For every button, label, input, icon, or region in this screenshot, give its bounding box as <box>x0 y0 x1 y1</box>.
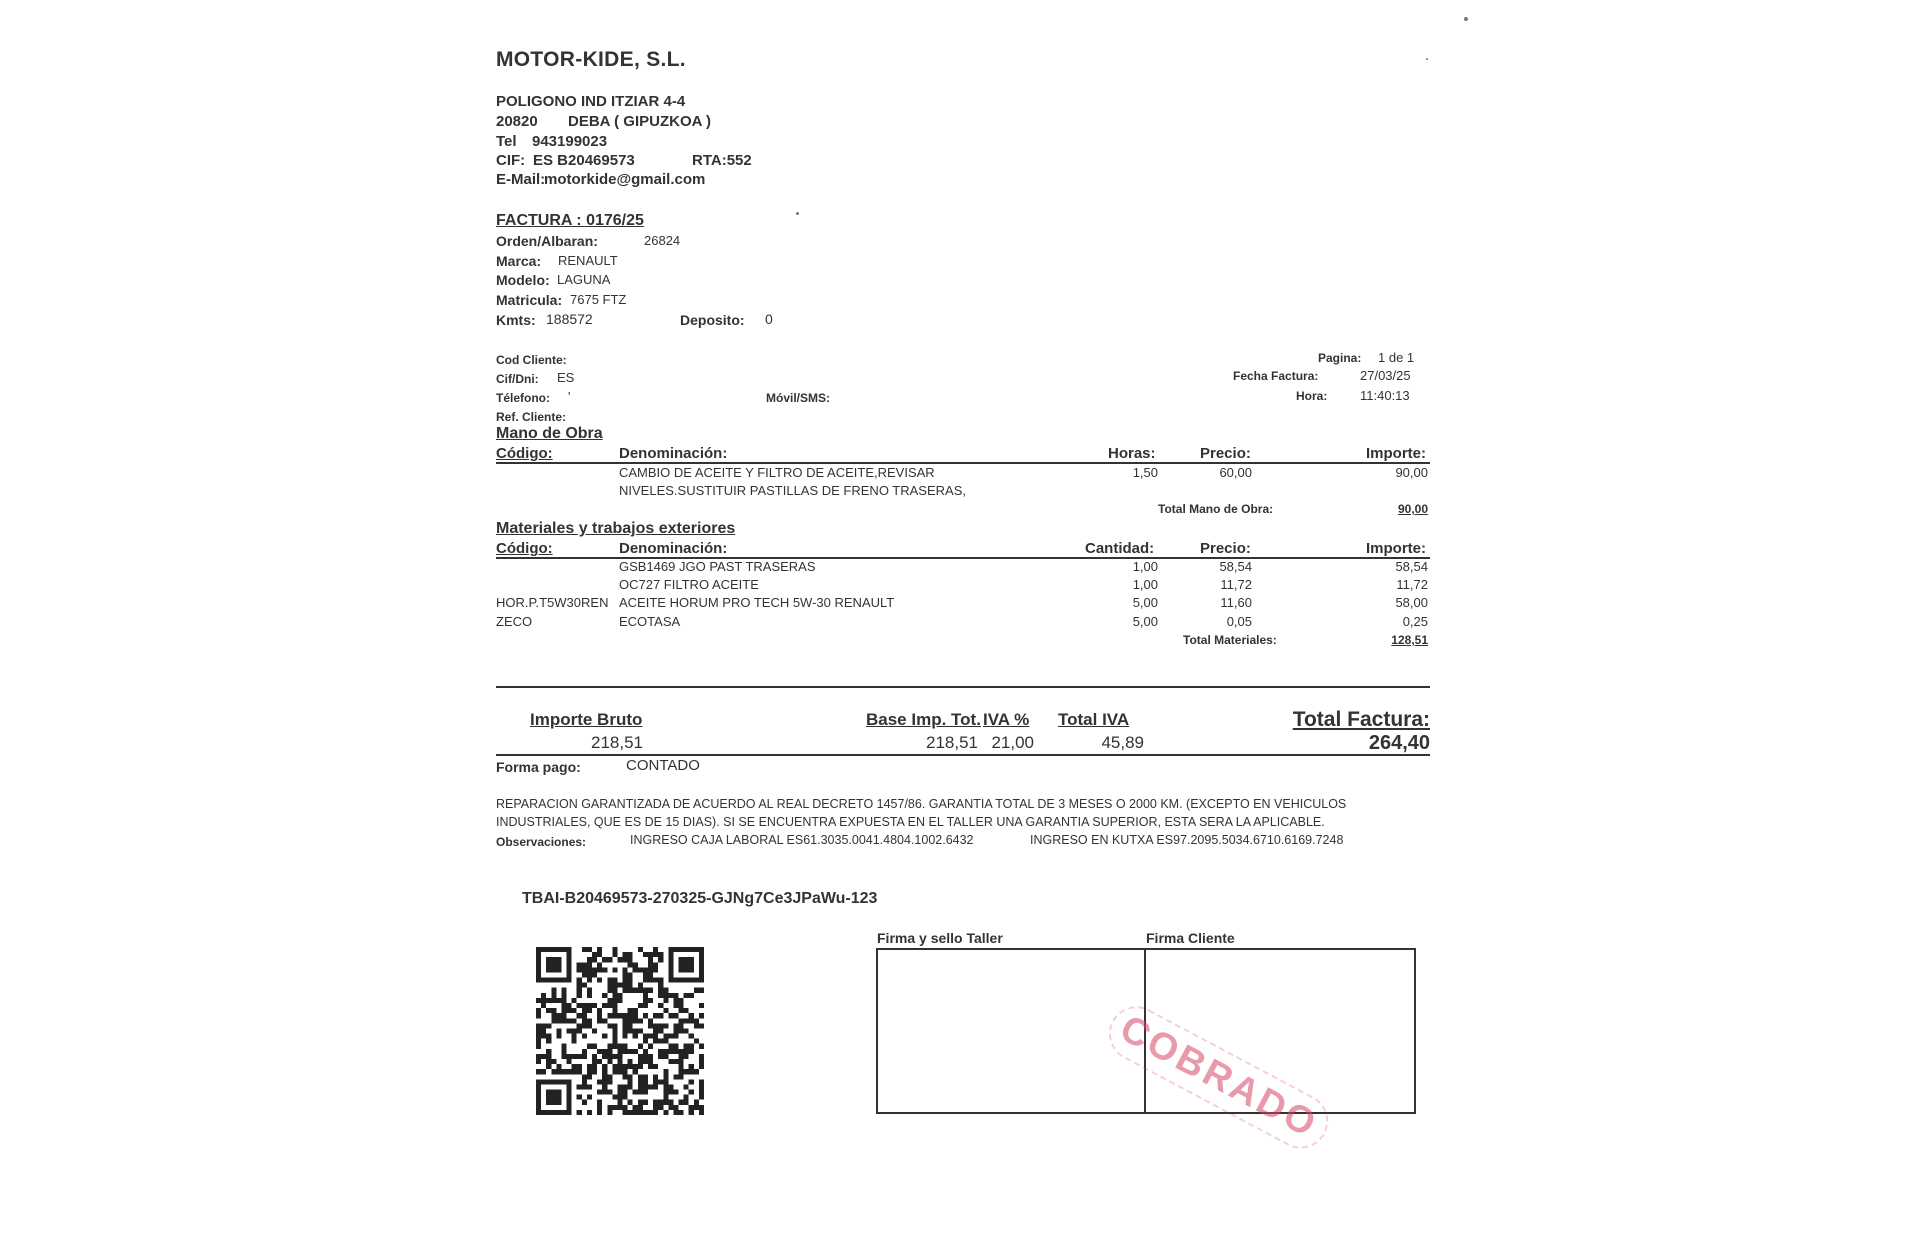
company-cif-label: CIF: <box>496 152 526 169</box>
base-imp-label: Base Imp. Tot. <box>866 710 981 729</box>
labor-header-denominacion: Denominación: <box>619 445 728 462</box>
firma-cliente-label: Firma Cliente <box>1146 930 1235 946</box>
materials-row-precio: 0,05 <box>1226 614 1252 629</box>
materials-row-importe: 58,54 <box>1395 559 1428 574</box>
orden-label: Orden/Albaran: <box>496 233 598 249</box>
orden-value: 26824 <box>644 233 681 248</box>
materials-row-precio: 11,60 <box>1220 595 1252 610</box>
cobrado-stamp: COBRADO <box>1099 997 1338 1159</box>
company-tel: 943199023 <box>532 133 608 150</box>
materials-header-denominacion: Denominación: <box>619 540 728 557</box>
matricula-value: 7675 FTZ <box>570 292 627 307</box>
kmts-value: 188572 <box>546 311 593 327</box>
fecha-factura-label: Fecha Factura: <box>1233 369 1319 383</box>
totals-bottom-rule <box>496 754 1430 756</box>
materials-row-cantidad: 1,00 <box>1132 559 1158 574</box>
observaciones-caja-laboral: INGRESO CAJA LABORAL ES61.3035.0041.4804.1002.6432 <box>630 833 974 847</box>
materials-row-codigo: ZECO <box>496 614 533 629</box>
materials-row-codigo: HOR.P.T5W30REN <box>496 595 609 610</box>
observaciones-kutxa: INGRESO EN KUTXA ES97.2095.5034.6710.6169.7248 <box>1030 833 1344 847</box>
forma-pago-value: CONTADO <box>626 757 700 774</box>
materials-row-importe: 0,25 <box>1402 614 1428 629</box>
deposito-value: 0 <box>765 311 773 327</box>
telefono-value: ' <box>568 389 571 404</box>
marca-value: RENAULT <box>558 253 618 268</box>
telefono-label: Télefono: <box>496 391 550 405</box>
importe-bruto-label: Importe Bruto <box>530 710 643 729</box>
deposito-label: Deposito: <box>680 312 745 328</box>
labor-row-horas: 1,50 <box>1132 465 1158 480</box>
materials-section-title: Materiales y trabajos exteriores <box>496 520 736 537</box>
company-postal-code: 20820 <box>496 113 538 130</box>
materials-row-denominacion: GSB1469 JGO PAST TRASERAS <box>619 559 816 574</box>
modelo-value: LAGUNA <box>557 272 611 287</box>
kmts-label: Kmts: <box>496 312 536 328</box>
scan-speck <box>1426 58 1428 60</box>
materials-row-cantidad: 5,00 <box>1132 614 1158 629</box>
labor-header-rule <box>496 462 1430 464</box>
hora-value: 11:40:13 <box>1360 388 1410 403</box>
labor-row-precio: 60,00 <box>1219 465 1252 480</box>
iva-pct-value: 21,00 <box>991 733 1034 752</box>
labor-total-value: 90,00 <box>1397 502 1428 516</box>
marca-label: Marca: <box>496 253 542 269</box>
firma-taller-label: Firma y sello Taller <box>877 930 1003 946</box>
cif-dni-label: Cif/Dni: <box>496 372 539 386</box>
matricula-label: Matricula: <box>496 292 563 308</box>
ref-cliente-label: Ref. Cliente: <box>496 410 567 424</box>
materials-row-precio: 58,54 <box>1219 559 1252 574</box>
total-iva-label: Total IVA <box>1058 710 1130 729</box>
materials-row-denominacion: ACEITE HORUM PRO TECH 5W-30 RENAULT <box>619 595 895 610</box>
company-address: POLIGONO IND ITZIAR 4-4 <box>496 93 686 110</box>
labor-total-label: Total Mano de Obra: <box>1158 502 1274 516</box>
total-factura-label: Total Factura: <box>1292 708 1430 731</box>
company-rta: RTA:552 <box>692 152 752 169</box>
materials-header-cantidad: Cantidad: <box>1085 540 1155 557</box>
materials-row-importe: 58,00 <box>1395 595 1428 610</box>
scan-speck <box>796 212 799 215</box>
company-name: MOTOR-KIDE, S.L. <box>496 48 686 71</box>
labor-header-codigo: Código: <box>496 445 553 462</box>
importe-bruto-value: 218,51 <box>591 733 643 752</box>
modelo-label: Modelo: <box>496 272 550 288</box>
materials-total-value: 128,51 <box>1391 633 1428 647</box>
base-imp-value: 218,51 <box>926 733 978 752</box>
materials-row-cantidad: 1,00 <box>1132 577 1158 592</box>
materials-header-codigo: Código: <box>496 540 553 557</box>
forma-pago-label: Forma pago: <box>496 759 581 775</box>
hora-label: Hora: <box>1296 389 1328 403</box>
labor-header-horas: Horas: <box>1108 445 1156 462</box>
fecha-factura-value: 27/03/25 <box>1360 368 1411 383</box>
materials-total-label: Total Materiales: <box>1183 633 1277 647</box>
company-email-label: E-Mail: <box>496 171 546 188</box>
company-tel-label: Tel <box>496 133 517 150</box>
iva-pct-label: IVA % <box>983 710 1030 729</box>
total-factura-value: 264,40 <box>1368 732 1430 754</box>
pagina-value: 1 de 1 <box>1378 350 1415 365</box>
qr-code-icon <box>536 947 704 1115</box>
company-email: motorkide@gmail.com <box>544 171 706 188</box>
company-cif: ES B20469573 <box>533 152 635 169</box>
pagina-label: Pagina: <box>1318 351 1362 365</box>
total-iva-value: 45,89 <box>1101 733 1144 752</box>
movil-label: Móvil/SMS: <box>766 391 831 405</box>
materials-row-cantidad: 5,00 <box>1132 595 1158 610</box>
labor-header-precio: Precio: <box>1200 445 1251 462</box>
labor-row-line1: CAMBIO DE ACEITE Y FILTRO DE ACEITE,REVISAR <box>619 465 935 480</box>
materials-row-denominacion: OC727 FILTRO ACEITE <box>619 577 759 592</box>
materials-header-importe: Importe: <box>1366 540 1426 557</box>
scan-speck <box>1464 17 1468 21</box>
labor-header-importe: Importe: <box>1366 445 1426 462</box>
totals-divider <box>496 686 1430 688</box>
materials-row-denominacion: ECOTASA <box>619 614 681 629</box>
labor-row-importe: 90,00 <box>1395 465 1428 480</box>
legal-line-1: REPARACION GARANTIZADA DE ACUERDO AL REAL DECRETO 1457/86. GARANTIA TOTAL DE 3 MESES O 2000 KM. (EXCEPTO EN VEHICULOS <box>496 797 1347 811</box>
materials-header-precio: Precio: <box>1200 540 1251 557</box>
invoice-title: FACTURA : 0176/25 <box>496 212 644 229</box>
cif-dni-value: ES <box>557 370 575 385</box>
labor-row-line2: NIVELES.SUSTITUIR PASTILLAS DE FRENO TRASERAS, <box>619 483 966 498</box>
company-city: DEBA ( GIPUZKOA ) <box>568 113 712 130</box>
materials-row-importe: 11,72 <box>1396 577 1428 592</box>
cod-cliente-label: Cod Cliente: <box>496 353 567 367</box>
tbai-code: TBAI-B20469573-270325-GJNg7Ce3JPaWu-123 <box>522 890 878 907</box>
materials-row-precio: 11,72 <box>1220 577 1252 592</box>
legal-line-2: INDUSTRIALES, QUE ES DE 15 DIAS). SI SE ENCUENTRA EXPUESTA EN EL TALLER UNA GARANTIA SUPERIOR, ESTA SERA LA APLICABLE. <box>496 815 1325 829</box>
observaciones-label: Observaciones: <box>496 835 587 849</box>
labor-section-title: Mano de Obra <box>496 425 603 442</box>
